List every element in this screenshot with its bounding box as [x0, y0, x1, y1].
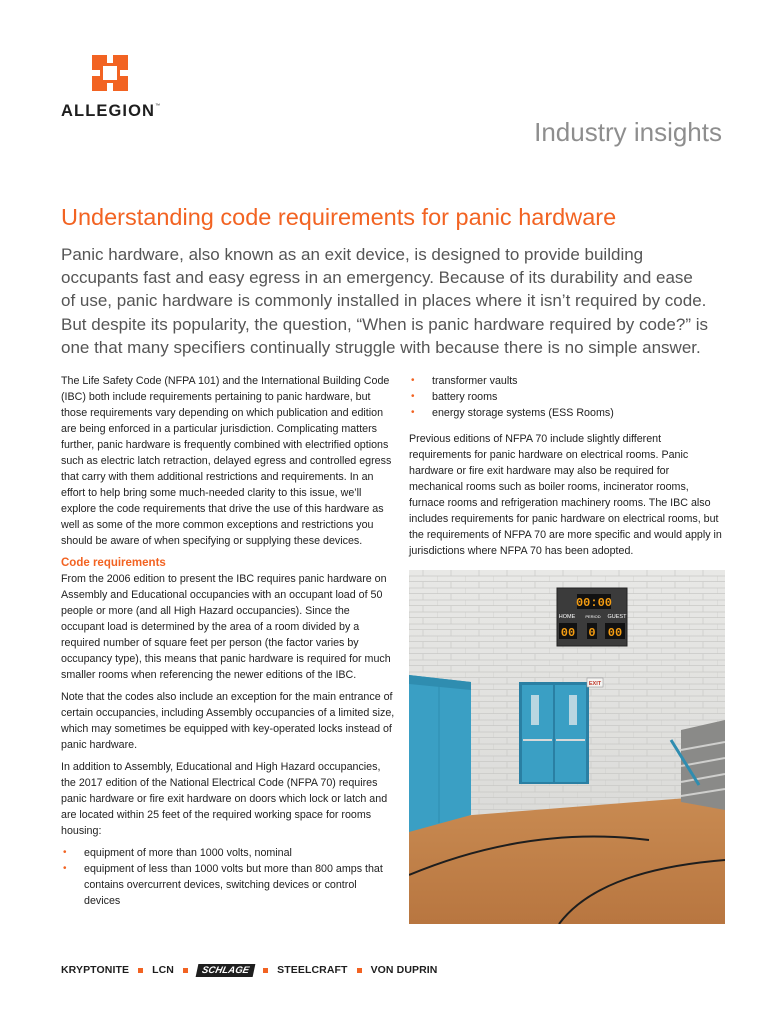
scoreboard-period: 0: [588, 626, 596, 640]
brand-von-duprin: VON DUPRIN: [370, 964, 438, 976]
bullet-icon: •: [411, 375, 415, 386]
brand-lcn: LCN: [152, 964, 174, 976]
separator-icon: [183, 968, 188, 973]
body-paragraph: From the 2006 edition to present the IBC requires panic hardware on Assembly and Educational occupancies with an occupant load of 50 people or more (and all High Hazard occupancies). Since the occupant load is determined by the area of a room divided by a required number of square feet per person (the factor varies by occupancy type), this means that panic hardware is required for much smaller rooms when referencing the newer editions of the IBC.: [61, 573, 391, 681]
list-item: • equipment of less than 1000 volts but more than 800 amps that contains overcurrent devices, switching devices or control devices: [63, 863, 383, 907]
scoreboard-guest-score: 00: [607, 626, 623, 640]
left-column: [61, 373, 395, 909]
scoreboard-home-score: 00: [560, 626, 576, 640]
list-item: • energy storage systems (ESS Rooms): [411, 407, 614, 419]
scoreboard: [557, 588, 627, 646]
section-heading: Code requirements: [61, 557, 166, 569]
brand-name: ALLEGION™: [61, 102, 162, 120]
list-item: • equipment of more than 1000 volts, nominal: [63, 847, 292, 859]
scoreboard-home-label: HOME: [558, 614, 576, 620]
scoreboard-time: 00:00: [575, 596, 613, 610]
list-item: • transformer vaults: [411, 375, 518, 387]
scoreboard-period-label: PERIOD: [585, 614, 601, 619]
footer-brand-bar: [61, 962, 438, 978]
body-paragraph: In addition to Assembly, Educational and High Hazard occupancies, the 2017 edition of the National Electrical Code (NFPA 70) requires panic hardware or fire exit hardware on doors which lock or latch and are located within 25 feet of the required working space for rooms housing:: [61, 761, 388, 837]
header-label: Industry insights: [534, 117, 722, 147]
brand-kryptonite: KRYPTONITE: [61, 964, 130, 976]
body-paragraph: The Life Safety Code (NFPA 101) and the International Building Code (IBC) both include requirements pertaining to panic hardware, but those requirements vary depending on which publication and edition are being enforced in a particular jurisdiction. Complicating matters further, panic hardware is frequently combined with electrified options such as electric latch retraction, delayed egress and controlled egress that carry with them additional restrictions and requirements. In an effort to help bring some much-needed clarity to this issue, we’ll explore the code requirements that drive the use of this hardware as well as some of the more common exceptions and restrictions you should be aware of when specifying or supplying these devices.: [61, 375, 392, 547]
document-title: Understanding code requirements for panic hardware: [61, 204, 617, 230]
bullet-icon: •: [411, 407, 415, 418]
brand-steelcraft: STEELCRAFT: [277, 964, 348, 976]
bullet-icon: •: [63, 863, 67, 874]
bullet-list: [409, 373, 725, 421]
body-paragraph: Previous editions of NFPA 70 include slightly different requirements for panic hardware on electrical rooms. Panic hardware or fire exit hardware may also be required for mechanical rooms such as boiler rooms, incinerator rooms, furnace rooms and refrigeration machinery rooms. The IBC also includes requirements for panic hardware on electrical rooms, but the requirements of NFPA 70 are more specific and would apply in jurisdictions where NFPA 70 has been adopted.: [409, 433, 722, 557]
bullet-icon: •: [411, 391, 415, 402]
separator-icon: [263, 968, 268, 973]
separator-icon: [138, 968, 143, 973]
intro-paragraph: Panic hardware, also known as an exit device, is designed to provide building occupants fast and easy egress in an emergency. Because of its durability and ease of use, panic hardware is commonly installed in places where it isn’t required by code. But despite its popularity, the question, “When is panic hardware required by code?” is one that many specifiers continually struggle with because there is no simple answer.: [61, 245, 708, 357]
brand-schlage: SCHLAGE: [196, 964, 256, 977]
scoreboard-guest-label: GUEST: [607, 614, 627, 620]
body-paragraph: Note that the codes also include an exception for the main entrance of certain occupancies, including Assembly occupancies of a limited size, which may sometimes be equipped with key-operated locks instead of panic hardware.: [61, 691, 395, 751]
separator-icon: [357, 968, 362, 973]
allegion-logo-icon: [88, 51, 132, 95]
exit-sign: EXIT: [588, 681, 602, 687]
right-column: [409, 373, 725, 565]
bullet-list: [61, 845, 395, 909]
gymnasium-photo: [409, 570, 725, 924]
bullet-icon: •: [63, 847, 67, 858]
list-item: • battery rooms: [411, 391, 498, 403]
